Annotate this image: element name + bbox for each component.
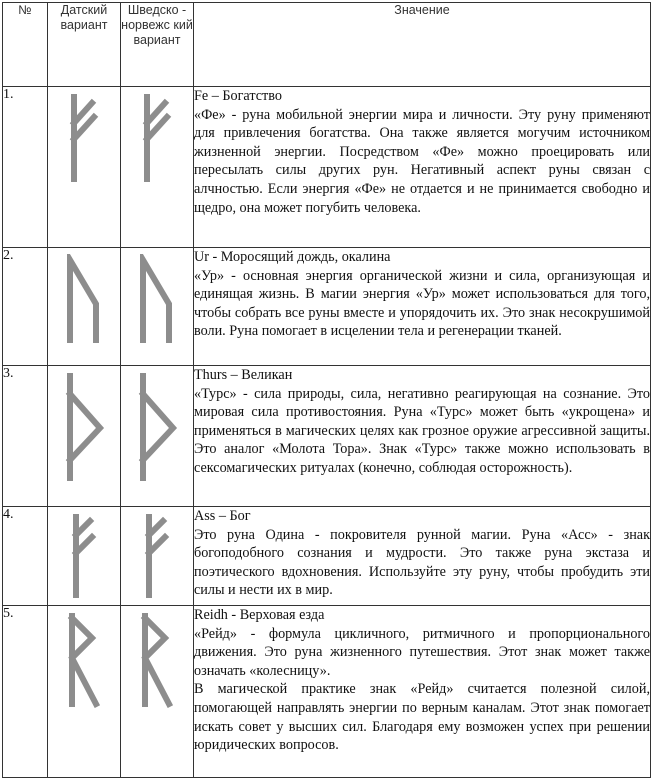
- swedish-glyph-cell: [121, 87, 194, 248]
- header-number: №: [3, 3, 48, 87]
- table-row: [3, 366, 651, 507]
- table-row: [3, 507, 651, 606]
- row-number: 2.: [3, 248, 48, 366]
- rune-title: Fe – Богатство: [194, 88, 282, 104]
- row-number: 3.: [3, 366, 48, 507]
- header-danish-variant: Датский вариант: [48, 3, 121, 87]
- rune-fehu-icon: [64, 93, 104, 183]
- rune-thurisaz-icon: [133, 372, 181, 482]
- danish-glyph-cell: [48, 366, 121, 507]
- table-row: [3, 87, 651, 248]
- rune-title: Ur - Моросящий дождь, окалина: [194, 249, 391, 265]
- rune-raidho-icon: [62, 612, 106, 708]
- meaning-cell: [194, 248, 651, 366]
- rune-title: Reidh - Верховая езда: [194, 607, 325, 623]
- meaning-cell: [194, 87, 651, 248]
- rune-description: «Ур» - основная энергия органической жизни и сила, организующая и единящая жизнь. В магии энергия «Ур» может использоваться для того, чтобы собрать все руны вместе и упорядочить их. Это знак несокрушимой воли. Руна помогает в исцелении тела и регенерации тканей.: [194, 267, 650, 340]
- swedish-glyph-cell: [121, 507, 194, 606]
- rune-fehu-icon: [137, 93, 177, 183]
- rune-description: В магической практике знак «Рейд» считается полезной силой, помогающей направлять энергии по верным каналам. Этот знак помогает искать совет у высших сил. Благодаря ему возможен успех при решении юридических вопросов.: [194, 681, 650, 754]
- meaning-cell: [194, 507, 651, 606]
- swedish-glyph-cell: [121, 248, 194, 366]
- runes-table: [2, 2, 651, 778]
- rune-uruz-icon: [62, 254, 106, 344]
- rune-title: Thurs – Великан: [194, 367, 293, 383]
- table-row: [3, 606, 651, 778]
- rune-description: Это руна Одина - покровителя рунной магии. Руна «Асс» - знак богоподобного сознания и мудрости. Это также руна экстаза и поэтического вдохновения. Используйте эту руну, чтобы пробудить эти силы и нести их в мир.: [194, 526, 650, 599]
- rune-thurisaz-icon: [60, 372, 108, 482]
- rune-description: «Рейд» - формула цикличного, ритмичного и пропорционального движения. Это руна жизненного путешествия. Этот знак может также означать «колесницу».: [194, 625, 650, 679]
- danish-glyph-cell: [48, 248, 121, 366]
- meaning-cell: [194, 606, 651, 778]
- rune-ansuz-icon: [64, 513, 104, 599]
- danish-glyph-cell: [48, 507, 121, 606]
- row-number: 1.: [3, 87, 48, 248]
- rune-ansuz-icon: [137, 513, 177, 599]
- header-meaning: Значение: [194, 3, 651, 87]
- swedish-glyph-cell: [121, 366, 194, 507]
- row-number: 4.: [3, 507, 48, 606]
- swedish-glyph-cell: [121, 606, 194, 778]
- rune-description: «Турс» - сила природы, сила, негативно реагирующая на сознание. Это мировая сила противостояния. Руна «Турс» может быть «укрощена» и применяться в магических целях как грозное оружие агрессивной защиты. Это аналог «Молота Тора». Знак «Турс» также можно использовать в сексомагических ритуалах (конечно, соблюдая осторожность).: [194, 385, 650, 476]
- rune-raidho-icon: [135, 612, 179, 708]
- danish-glyph-cell: [48, 87, 121, 248]
- row-number: 5.: [3, 606, 48, 778]
- rune-uruz-icon: [135, 254, 179, 344]
- header-row: [3, 3, 651, 87]
- danish-glyph-cell: [48, 606, 121, 778]
- meaning-cell: [194, 366, 651, 507]
- rune-title: Ass – Бог: [194, 508, 251, 524]
- rune-description: «Фе» - руна мобильной энергии мира и личности. Эту руну применяют для привлечения богатства. Она также является могучим источником жизненной энергии. Посредством «Фе» можно проецировать или пересылать силы других рун. Негативный аспект руны связан с алчностью. Если энергия «Фе» не отдается и не принимается свободно и щедро, она может погубить человека.: [194, 106, 650, 216]
- header-swedish-norwegian-variant: Шведско - норвежс кий вариант: [121, 3, 194, 87]
- table-row: [3, 248, 651, 366]
